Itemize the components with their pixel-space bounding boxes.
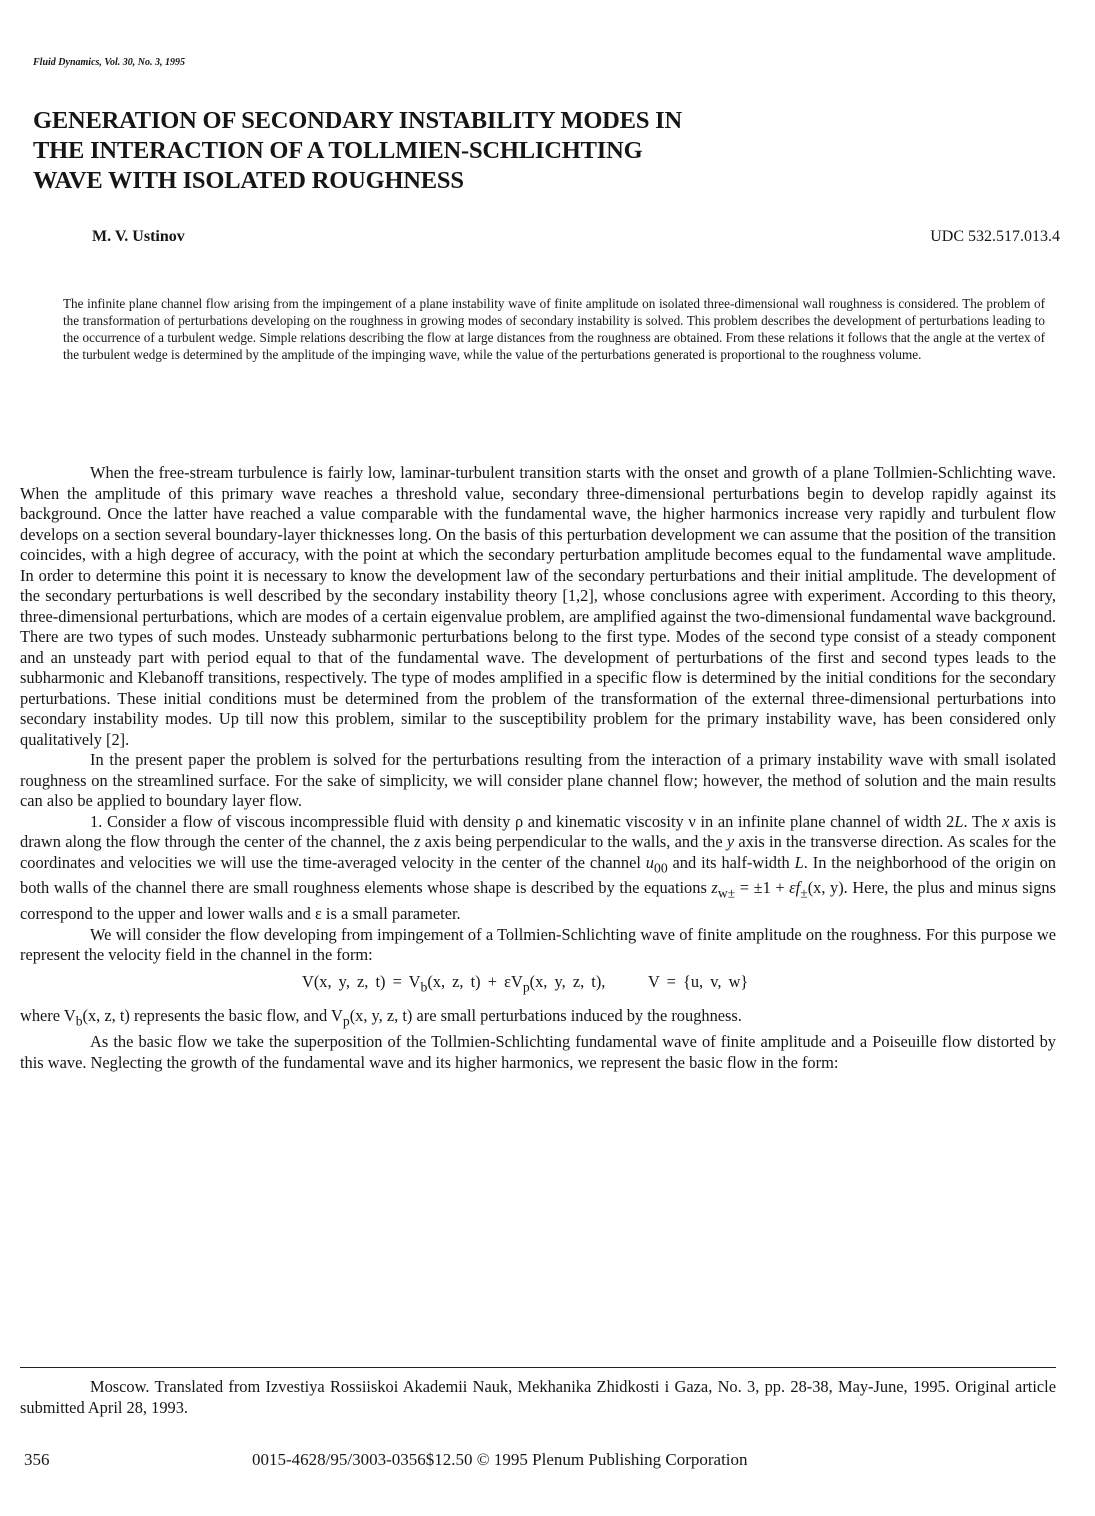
footnote-divider <box>20 1367 1056 1368</box>
paper-title <box>33 106 853 196</box>
paragraph-intro: When the free-stream turbulence is fairly low, laminar-turbulent transition starts with the onset and growth of a plane Tollmien-Schlichting wave. When the amplitude of this primary wave reaches a threshold value, secondary three-dimensional perturbations begin to develop rapidly against its background. Once the latter have reached a value comparable with the fundamental wave, the higher harmonics increase very rapidly and turbulent flow develops on a section several boundary-layer thicknesses long. On the basis of this perturbation development we can assume that the position of the transition coincides, with a high degree of accuracy, with the point at which the secondary perturbation amplitude becomes equal to the fundamental wave amplitude. In order to determine this point it is necessary to know the development law of the secondary perturbations and their initial amplitude. The development of the secondary perturbations is well described by the secondary instability theory [1,2], whose conclusions agree with experiment. According to this theory, three-dimensional perturbations, which are modes of a certain eigenvalue problem, are amplified against the two-dimensional fundamental wave background. There are two types of such modes. Unsteady subharmonic perturbations belong to the first type. Modes of the second type consist of a steady component and an unsteady part with period equal to that of the fundamental wave. The development of perturbations of the first and second types leads to the subharmonic and Klebanoff transitions, respectively. The type of modes amplified in a specific flow is determined by the initial conditions for the secondary perturbations. These initial conditions must be determined from the problem of the transformation of the external three-dimensional perturbations into secondary instability modes. Up till now this problem, similar to the susceptibility problem for the primary instability wave, has been considered only qualitatively [2]. <box>20 463 1056 749</box>
paragraph-present-paper: In the present paper the problem is solved for the perturbations resulting from the interaction of a primary instability wave with small isolated roughness on the streamlined surface. For the sake of simplicity, we will consider plane channel flow; however, the method of solution and the main results can also be applied to boundary layer flow. <box>20 750 1056 810</box>
paragraph-velocity-field: We will consider the flow developing from impingement of a Tollmien-Schlichting wave of finite amplitude on the roughness. For this purpose we represent the velocity field in the channel in the form: <box>20 924 1056 965</box>
abstract: The infinite plane channel flow arising from the impingement of a plane instability wave of finite amplitude on isolated three-dimensional wall roughness is considered. The problem of the transformation of perturbations developing on the roughness in growing modes of secondary instability is solved. This problem describes the development of perturbations leading to the occurrence of a turbulent wedge. Simple relations describing the flow at large distances from the roughness are obtained. From these relations it follows that the angle at the vertex of the turbulent wedge is determined by the amplitude of the impinging wave, while the value of the perturbations generated is proportional to the roughness volume. <box>63 296 1045 362</box>
paragraph-where: where $V_b(x$, z, t) represents the basic flow, and $V_p(x$, y, z, t) are small perturbations induced by the roughness. <box>20 1006 742 1029</box>
equation-velocity: V(x, y, z, $t) = V_b(x$, z, $t) + \varepsilon V_p(x$, y, z, t), V = {u, v, w} <box>302 971 749 994</box>
title-line: THE INTERACTION OF A TOLLMIEN-SCHLICHTING <box>33 137 643 164</box>
paragraph-section-1: 1. Consider a flow of viscous incompressible fluid with density ρ and kinematic viscosity ν in an infinite plane channel of width 2L. The x axis is drawn along the flow through the center of the channel, the z axis being perpendicular to the walls, and the y axis in the transverse direction. As scales for the coordinates and velocities we will use the time-averaged velocity in the center of the channel $u_{00}$ and its half-width L. In the neighborhood of the origin on both walls of the channel there are small roughness elements whose shape is described by the equations $z_{w\pm} = \pm 1 + \varepsilon f_\pm(x$, y). Here, the plus and minus signs correspond to the upper and lower walls and ε is a small parameter. <box>20 811 1057 924</box>
paragraph-basic-flow: As the basic flow we take the superposition of the Tollmien-Schlichting fundamental wave of finite amplitude and a Poiseuille flow distorted by this wave. Neglecting the growth of the fundamental wave and its higher harmonics, we represent the basic flow in the form: <box>20 1032 1056 1072</box>
title-line: GENERATION OF SECONDARY INSTABILITY MODES IN <box>33 107 682 134</box>
journal-citation: Fluid Dynamics, Vol. 30, No. 3, 1995 <box>33 57 185 68</box>
udc-code: UDC 532.517.013.4 <box>930 228 1060 245</box>
footnote: Moscow. Translated from Izvestiya Rossiiskoi Akademii Nauk, Mekhanika Zhidkosti i Gaza, No. 3, pp. 28-38, May-June, 1995. Original article submitted April 28, 1993. <box>20 1377 1056 1417</box>
author-name: M. V. Ustinov <box>92 228 185 245</box>
body-text <box>20 463 1056 1073</box>
copyright-line: 0015-4628/95/3003-0356$12.50 © 1995 Plenum Publishing Corporation <box>252 1450 748 1469</box>
page-number: 356 <box>24 1450 50 1469</box>
title-line: WAVE WITH ISOLATED ROUGHNESS <box>33 167 464 194</box>
